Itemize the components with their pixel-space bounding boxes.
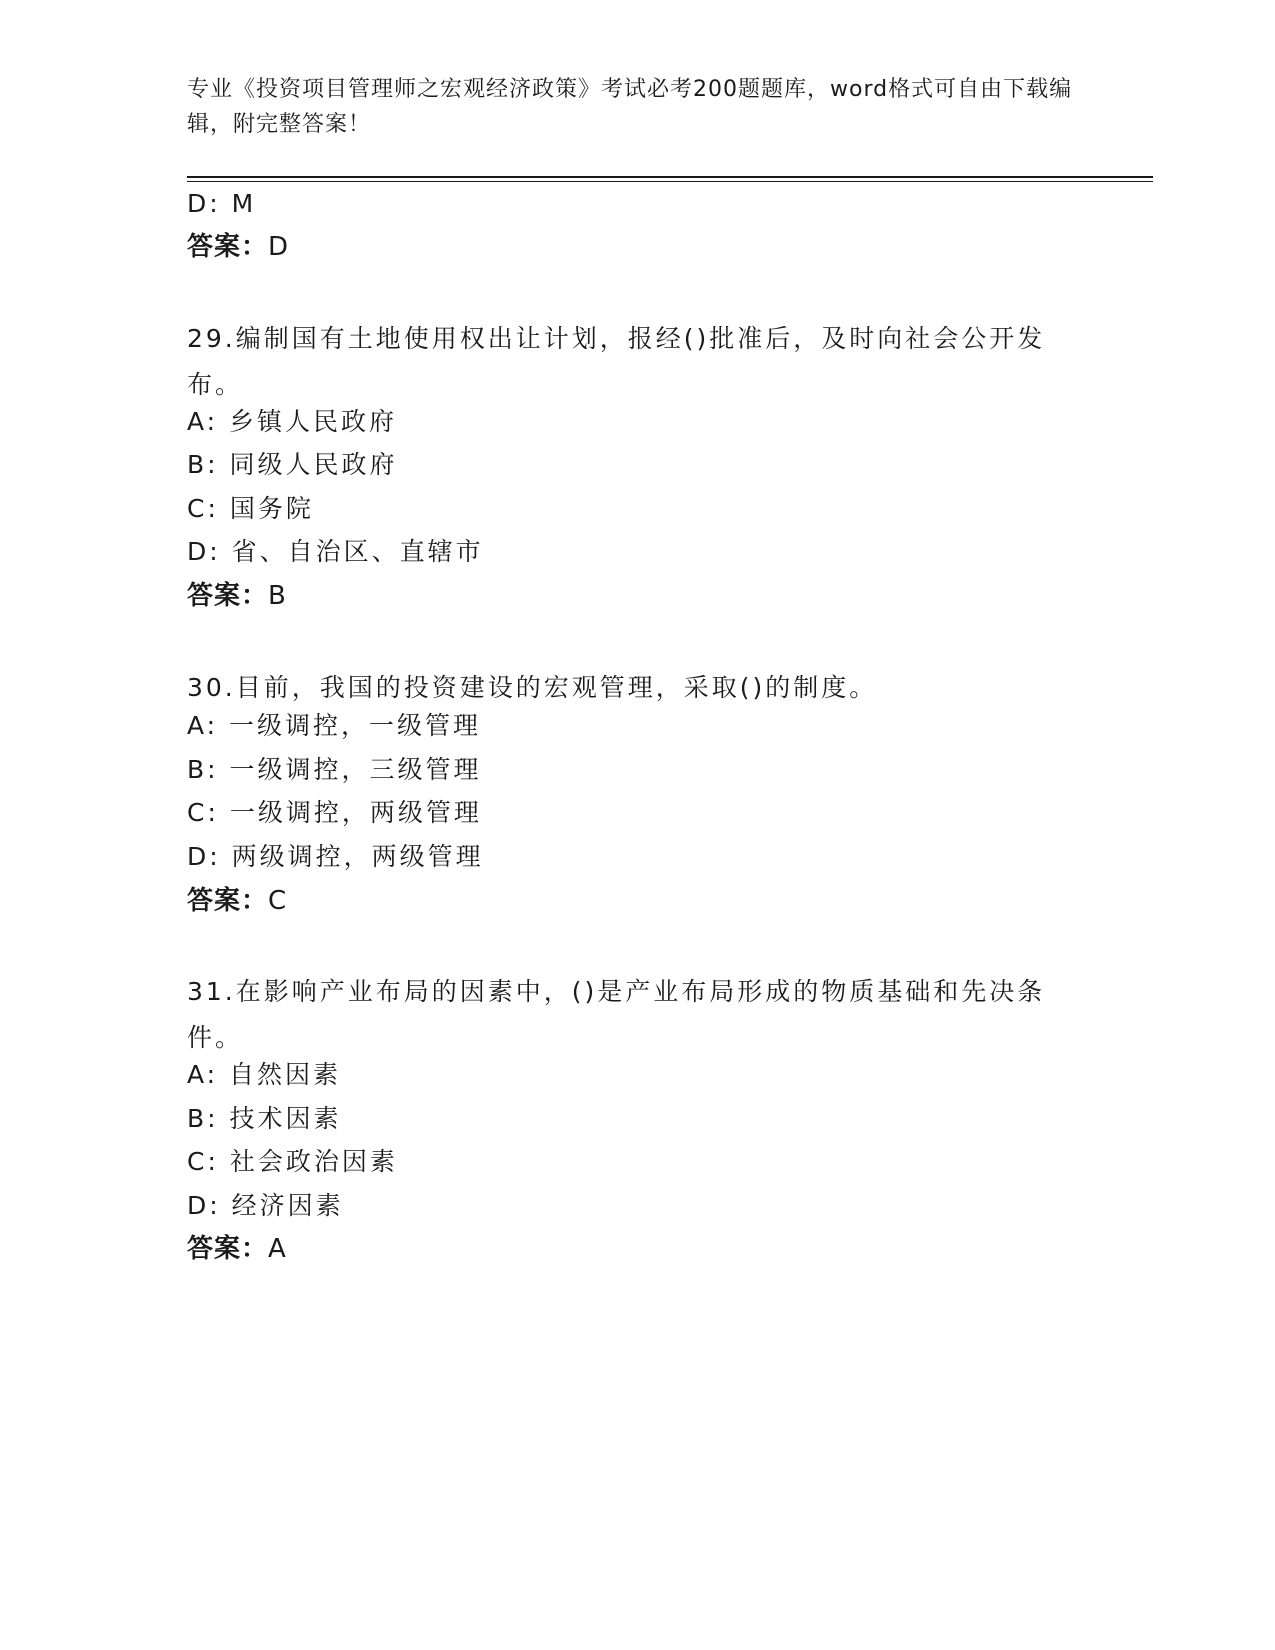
- question-stem: 29.编制国有土地使用权出让计划，报经()批准后，及时向社会公开发布。: [187, 324, 1046, 399]
- header-divider: [187, 176, 1153, 178]
- answer-value: A: [268, 1234, 287, 1264]
- option-a: A: 一级调控，一级管理: [187, 711, 482, 740]
- option-b: B: 一级调控，三级管理: [187, 755, 482, 784]
- option-c: C: 社会政治因素: [187, 1147, 398, 1176]
- question-stem: 31.在影响产业布局的因素中，()是产业布局形成的物质基础和先决条件。: [187, 977, 1046, 1052]
- answer-label: 答案：: [187, 886, 269, 916]
- answer-value: B: [268, 581, 287, 611]
- option-b: B: 同级人民政府: [187, 450, 398, 479]
- option-d: D: 两级调控，两级管理: [187, 842, 484, 871]
- answer-line: [187, 579, 287, 613]
- answer-line: [187, 1232, 287, 1266]
- answer-label: 答案：: [187, 232, 269, 262]
- option-b: B: 技术因素: [187, 1104, 342, 1133]
- answer-label: 答案：: [187, 1234, 269, 1264]
- answer-value: D: [268, 232, 290, 262]
- answer-value: C: [268, 886, 288, 916]
- option-a: A: 自然因素: [187, 1060, 342, 1089]
- option-d: D: 经济因素: [187, 1191, 344, 1220]
- option-d: D: 省、自治区、直辖市: [187, 537, 484, 566]
- answer-line: [187, 230, 289, 264]
- question-stem: 30.目前，我国的投资建设的宏观管理，采取()的制度。: [187, 673, 878, 702]
- header-divider-thin: [187, 181, 1153, 182]
- option-c: C: 一级调控，两级管理: [187, 798, 482, 827]
- option-a: A: 乡镇人民政府: [187, 407, 398, 436]
- option-d: D: M: [187, 189, 257, 218]
- answer-label: 答案：: [187, 581, 269, 611]
- page-header-text: 专业《投资项目管理师之宏观经济政策》考试必考200题题库，word格式可自由下载编辑，附完整答案！: [187, 77, 1073, 137]
- option-c: C: 国务院: [187, 494, 314, 523]
- answer-line: [187, 884, 287, 918]
